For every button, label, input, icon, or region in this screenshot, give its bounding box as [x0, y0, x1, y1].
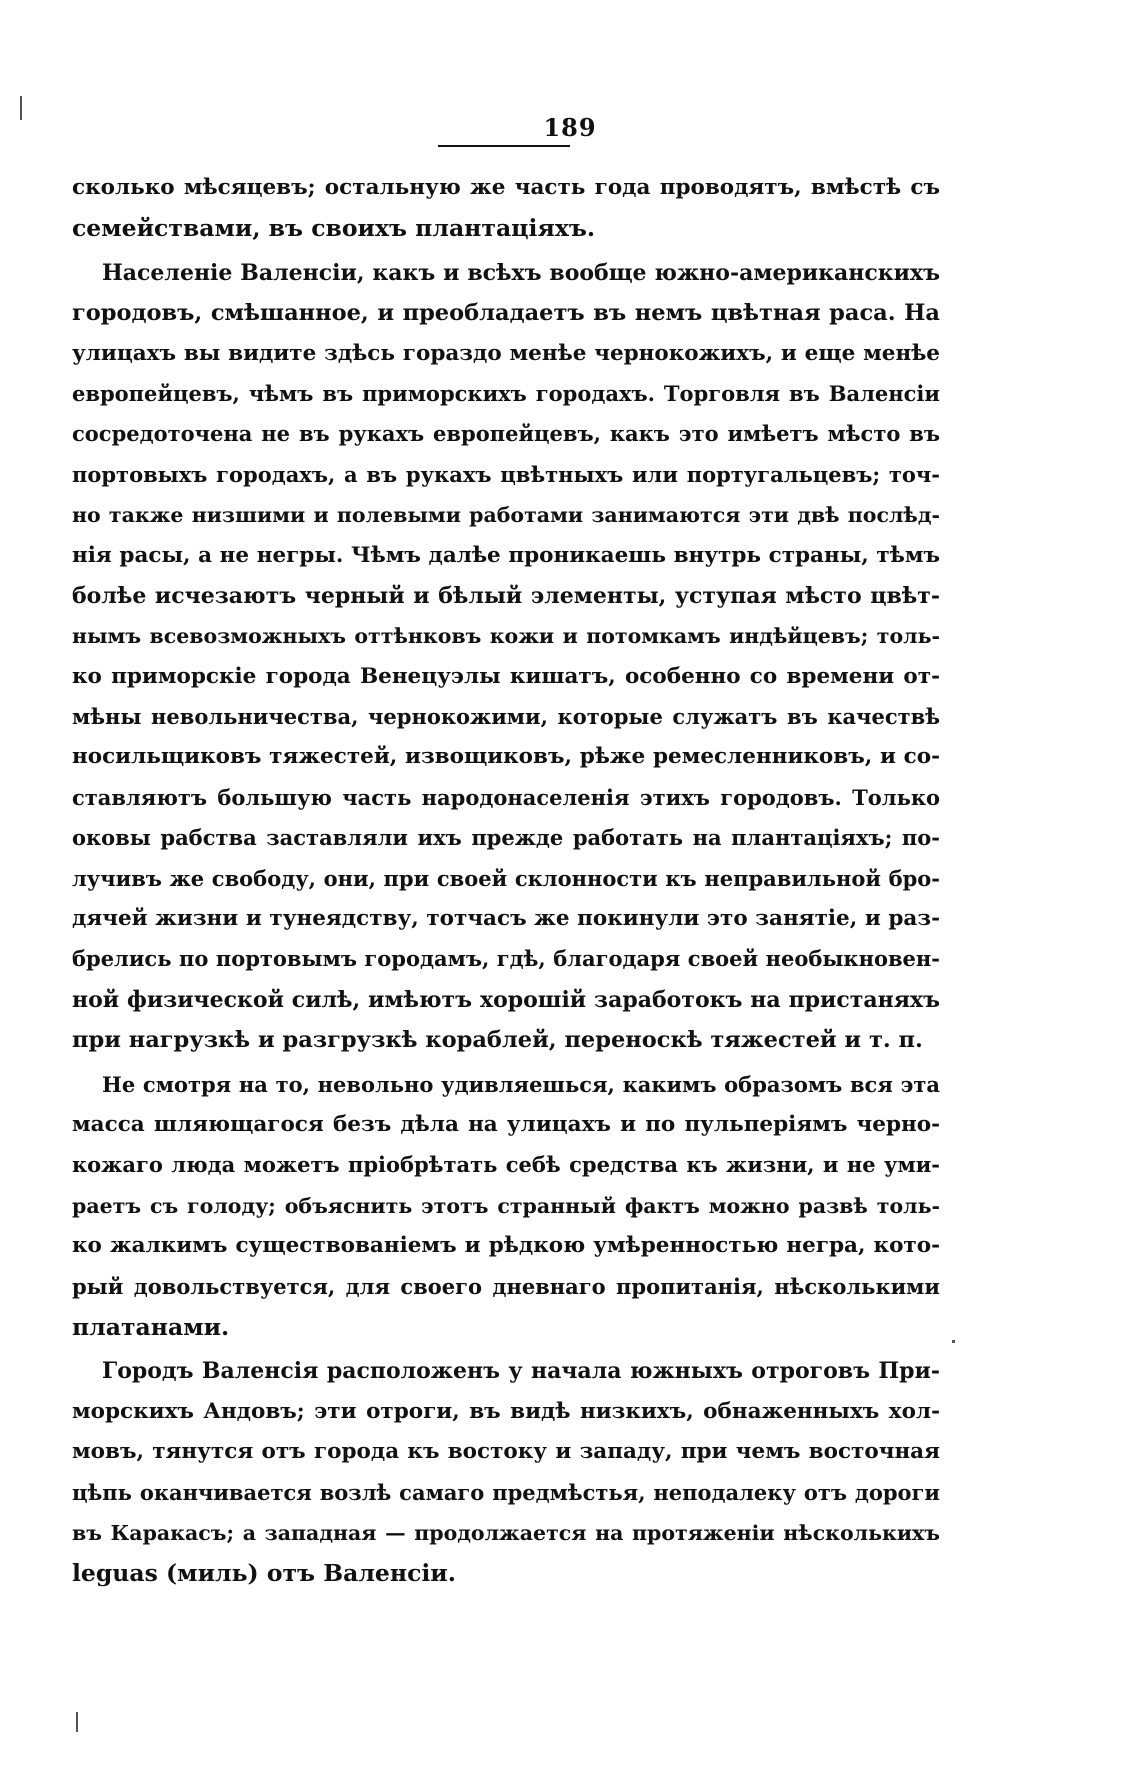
text-line: городовъ, смѣшанное, и преобладаетъ въ немъ цвѣтная раса. На: [72, 300, 940, 327]
text-line: брелись по портовымъ городамъ, гдѣ, благодаря своей необыкновен-: [72, 946, 940, 972]
text-line: цѣпь оканчивается возлѣ самаго предмѣстья, неподалеку отъ дороги: [72, 1479, 940, 1505]
text-line: европейцевъ, чѣмъ въ приморскихъ городахъ. Торговля въ Валенсіи: [72, 380, 940, 406]
text-line: въ Каракасъ; а западная — продолжается на протяженіи нѣсколькихъ: [72, 1520, 940, 1545]
text-line: улицахъ вы видите здѣсь гораздо менѣе чернокожихъ, и еще менѣе: [72, 340, 940, 366]
paragraph-3: [72, 1065, 940, 1348]
text-line: при нагрузкѣ и разгрузкѣ кораблей, переноскѣ тяжестей и т. п.: [72, 1027, 923, 1054]
paragraph-2: [72, 253, 940, 1061]
text-line: оковы рабства заставляли ихъ прежде работать на плантаціяхъ; по-: [72, 825, 940, 851]
text-line: нымъ всевозможныхъ оттѣнковъ кожи и потомкамъ индѣйцевъ; толь-: [72, 624, 940, 649]
scan-mark-left-bottom: [76, 1712, 78, 1732]
text-line: кожаго люда можетъ пріобрѣтать себѣ средства къ жизни, и не уми-: [72, 1152, 940, 1178]
page-number: 189: [543, 113, 597, 142]
text-line: leguas (миль) отъ Валенсіи.: [72, 1559, 456, 1588]
text-line: носильщиковъ тяжестей, извощиковъ, рѣже ремесленниковъ, и со-: [72, 744, 940, 770]
header-rule: [438, 145, 570, 147]
text-line: ной физической силѣ, имѣютъ хорошій заработокъ на пристаняхъ: [72, 986, 940, 1013]
text-line: портовыхъ городахъ, а въ рукахъ цвѣтныхъ или португальцевъ; точ-: [72, 461, 940, 487]
text-line: рый довольствуется, для своего дневнаго пропитанія, нѣсколькими: [72, 1273, 940, 1299]
paragraph-4: [72, 1351, 940, 1593]
text-line: ко жалкимъ существованіемъ и рѣдкою умѣренностью негра, кото-: [72, 1233, 940, 1259]
text-line: масса шляющагося безъ дѣла на улицахъ и по пульперіямъ черно-: [72, 1111, 940, 1137]
scan-mark-right: [952, 1340, 955, 1343]
text-line: платанами.: [72, 1312, 230, 1341]
text-line: мовъ, тянутся отъ города къ востоку и западу, при чемъ восточная: [72, 1439, 940, 1465]
text-line: морскихъ Андовъ; эти отроги, въ видѣ низкихъ, обнаженныхъ хол-: [72, 1398, 940, 1424]
paragraph-1: [72, 168, 940, 249]
text-line: Не смотря на то, невольно удивляешься, какимъ образомъ вся эта: [102, 1071, 940, 1097]
text-line: ставляютъ большую часть народонаселенія этихъ городовъ. Только: [72, 784, 940, 810]
text-line: сосредоточена не въ рукахъ европейцевъ, какъ это имѣетъ мѣсто въ: [72, 421, 940, 447]
text-line: ко приморскіе города Венецуэлы кишатъ, особенно со времени от-: [72, 663, 940, 689]
text-line: сколько мѣсяцевъ; остальную же часть года проводятъ, вмѣстѣ съ: [72, 175, 940, 200]
text-line: лучивъ же свободу, они, при своей склонности къ неправильной бро-: [72, 865, 940, 891]
body-text: [72, 168, 940, 1594]
text-line: Городъ Валенсія расположенъ у начала южныхъ отроговъ При-: [102, 1358, 940, 1385]
text-line: дячей жизни и тунеядству, тотчасъ же покинули это занятіе, и раз-: [72, 906, 940, 932]
text-line: семействами, въ своихъ плантаціяхъ.: [72, 214, 596, 243]
text-line: болѣе исчезаютъ черный и бѣлый элементы, уступая мѣсто цвѣт-: [72, 582, 940, 609]
text-line: раетъ съ голоду; объяснить этотъ странный фактъ можно развѣ толь-: [72, 1193, 940, 1218]
text-line: но также низшими и полевыми работами занимаются эти двѣ послѣд-: [72, 503, 940, 528]
text-line: нія расы, а не негры. Чѣмъ далѣе проникаешь внутрь страны, тѣмъ: [72, 542, 940, 568]
text-line: Населеніе Валенсіи, какъ и всѣхъ вообще южно-американскихъ: [102, 259, 940, 286]
text-line: мѣны невольничества, чернокожими, которые служатъ въ качествѣ: [72, 704, 940, 730]
